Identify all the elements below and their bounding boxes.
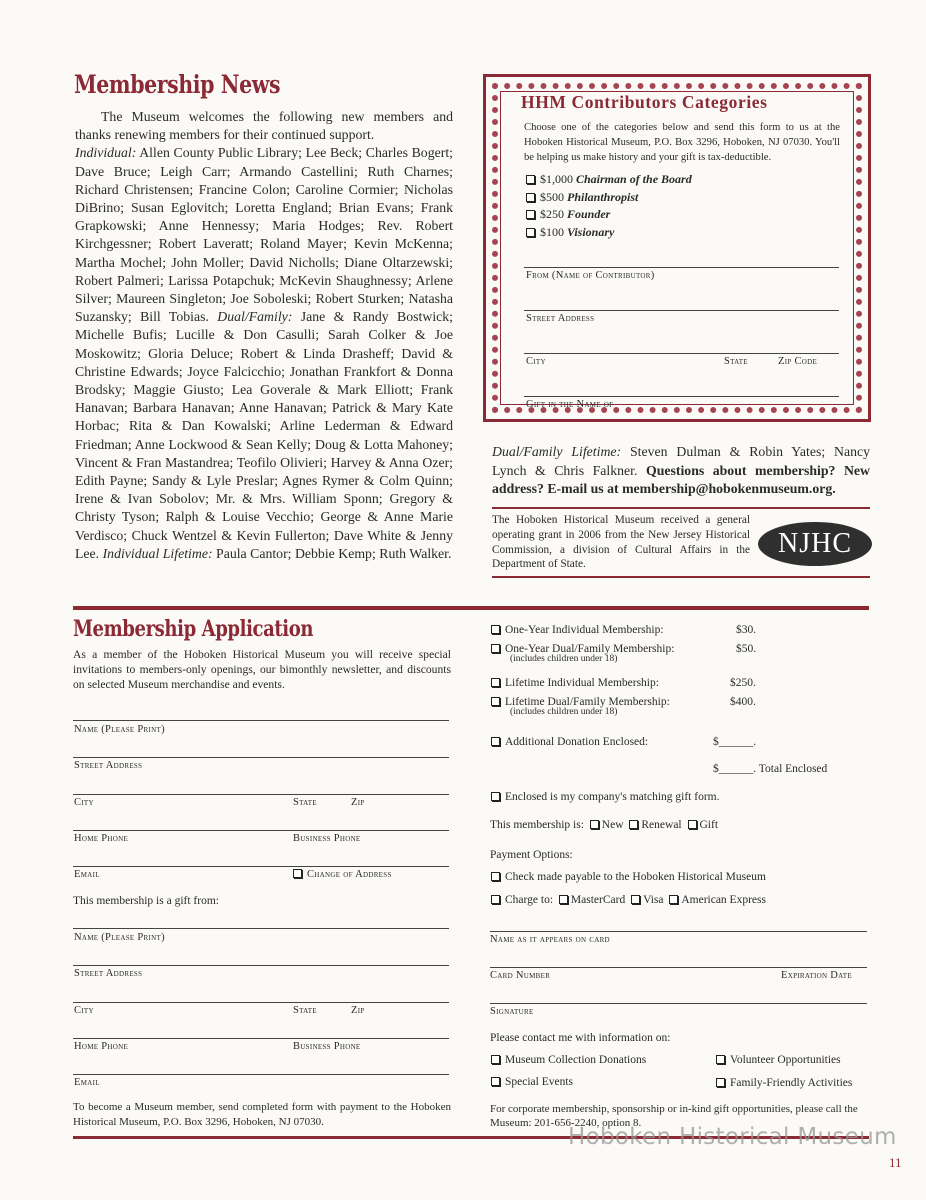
special-events-label: Special Events bbox=[505, 1076, 574, 1088]
gift-email-line[interactable] bbox=[73, 1074, 449, 1075]
njhc-logo: NJHC bbox=[758, 522, 872, 566]
checkbox-icon[interactable] bbox=[526, 228, 535, 237]
signature-label: Signature bbox=[490, 1006, 534, 1017]
category-amount: $250 bbox=[540, 207, 564, 221]
category-option[interactable] bbox=[526, 225, 614, 240]
city-label: City bbox=[526, 356, 546, 367]
gift-label: Gift in the Name of bbox=[526, 399, 614, 410]
checkbox-icon[interactable] bbox=[590, 820, 599, 829]
gift-city-line[interactable] bbox=[73, 1002, 449, 1003]
gift-from-label: This membership is a gift from: bbox=[73, 895, 219, 907]
card-number-label: Card Number bbox=[490, 970, 551, 981]
city-label: City bbox=[74, 797, 94, 808]
checkbox-icon[interactable] bbox=[491, 792, 500, 801]
checkbox-icon[interactable] bbox=[631, 895, 640, 904]
street-line[interactable] bbox=[524, 310, 839, 311]
checkbox-icon[interactable] bbox=[491, 1077, 500, 1086]
volunteer-label: Volunteer Opportunities bbox=[730, 1054, 841, 1066]
membership-type-row bbox=[490, 819, 718, 831]
mastercard-option[interactable]: MasterCard bbox=[570, 894, 626, 906]
zip-label: Zip Code bbox=[778, 356, 818, 367]
membership-question: Questions about membership? New address? E-mail us at membership@hobokenmuseum.org. bbox=[492, 462, 871, 496]
total-enclosed[interactable]: $______. Total Enclosed bbox=[713, 763, 828, 775]
application-heading: Membership Application bbox=[73, 616, 314, 642]
checkbox-icon[interactable] bbox=[526, 175, 535, 184]
change-address-label: Change of Address bbox=[307, 869, 392, 880]
gift-business-phone-label: Business Phone bbox=[293, 1041, 361, 1052]
dual-names: Jane & Randy Bostwick; Michelle Bufis; Lucille & Don Casulli; Sarah Colker & Joe Moskowitz; Gloria Deluce; Robert & Linda Drasheff; David & Christine Edwards; Joyce Falcicchio; Jonathan Frankfort & Donna Brodsky; Maggie Giusto; Lea Goverale & Mark Elliott; Frank Hanavan; Barbara Hanavan; Anne Hanavan; Patrick & Mary Kate Horbac; Rita & Dan Kowalski; Arline Lederman & Edward Friedman; Anne Lockwood & Sean Kelly; Doug & Lotta Mahoney; Vincent & Fran Mastandrea; Teofilo Olivieri; Harvey & Anna Ozer; Edith Payne; Sandy & Lyle Preslar; Agnes Rymer & Colm Quinn; Irene & Ivan Sobolov; Mr. & Mrs. William Sponn; Gregory & Christy Tyson; Ralph & Louise Vecchio; George & Anne Marie Verdisco; Chuck Wentzel & Kevin Fullerton; Dave White & Jenny Lee. bbox=[75, 309, 454, 561]
membership-option[interactable] bbox=[491, 696, 670, 717]
checkbox-icon[interactable] bbox=[491, 678, 500, 687]
gift-option[interactable]: Gift bbox=[699, 819, 719, 831]
category-name: Chairman of the Board bbox=[576, 172, 692, 186]
category-name: Founder bbox=[567, 207, 611, 221]
card-number-line[interactable] bbox=[490, 967, 867, 968]
membership-option-note: (includes children under 18) bbox=[510, 654, 618, 664]
dual-lifetime-label: Dual/Family Lifetime: bbox=[492, 444, 622, 459]
membership-price: $50. bbox=[736, 643, 757, 655]
checkbox-icon[interactable] bbox=[688, 820, 697, 829]
individual-names: Allen County Public Library; Lee Beck; Charles Bogert; Dave Bruce; Leigh Carr; Armando Castellini; Ruth Charnes; Richard Christensen; Francine Colon; Caroline Cormier; Nicholas DiBrino; Susan Eglovitch; Loretta England; Brian Evans; Frank Grapkowski; Anne Hennessy; Maria Hodges; Rev. Robert Kirchgessner; Robert Laveratt; Roland Mayer; Kevin McKenna; Martha Mochel; John Moller; David Nicholls; Diane Oltarzewski; Robert Palmeri; Larissa Potapchuk; McKevin Shaughnessy; Arlene Silver; Maureen Singleton; Joe Soboleski; Robert Sturken; Natasha Suzansky; Bill Tobias. bbox=[75, 145, 453, 325]
contributors-intro: Choose one of the categories below and send this form to us at the Hoboken Historical Museum, P.O. Box 3296, Hoboken, NJ 07030. You'll be helping us make history and your gift is tax-deductible. bbox=[524, 122, 840, 163]
checkbox-icon[interactable] bbox=[526, 193, 535, 202]
membership-price: $250. bbox=[730, 677, 756, 689]
application-intro: As a member of the Hoboken Historical Museum you will receive special invitations to members-only openings, our bimonthly newsletter, and discounts on selected Museum merchandise and events. bbox=[73, 648, 451, 691]
news-heading: Membership News bbox=[74, 70, 281, 99]
checkbox-icon[interactable] bbox=[491, 872, 500, 881]
card-name-label: Name as it appears on card bbox=[490, 934, 610, 945]
lifetime-names: Paula Cantor; Debbie Kemp; Ruth Walker. bbox=[216, 545, 452, 561]
volunteer-option[interactable] bbox=[716, 1054, 841, 1066]
phone-line[interactable] bbox=[73, 830, 449, 831]
street-label: Street Address bbox=[526, 313, 595, 324]
category-name: Philanthropist bbox=[567, 190, 639, 204]
membership-option-note: (includes children under 18) bbox=[510, 707, 618, 717]
news-body bbox=[75, 108, 453, 563]
check-label: Check made payable to the Hoboken Historical Museum bbox=[505, 871, 766, 883]
email-label: Email bbox=[74, 869, 100, 880]
gift-street-label: Street Address bbox=[74, 968, 143, 979]
name-label: Name (Please Print) bbox=[74, 724, 165, 735]
city-line[interactable] bbox=[524, 353, 839, 354]
family-option[interactable] bbox=[716, 1077, 852, 1089]
category-name: Visionary bbox=[567, 225, 615, 239]
gift-name-label: Name (Please Print) bbox=[74, 932, 165, 943]
application-footer: To become a Museum member, send completed form with payment to the Hoboken Historical Museum, P.O. Box 3296, Hoboken, NJ 07030. bbox=[73, 1101, 451, 1128]
business-phone-label: Business Phone bbox=[293, 833, 361, 844]
membership-type-label: This membership is: bbox=[490, 819, 584, 831]
category-option[interactable] bbox=[526, 172, 692, 187]
checkbox-icon[interactable] bbox=[716, 1078, 725, 1087]
gift-state-label: State bbox=[293, 1005, 317, 1016]
checkbox-icon[interactable] bbox=[629, 820, 638, 829]
donation-label: Additional Donation Enclosed: bbox=[505, 736, 649, 748]
membership-option-label: Lifetime Dual/Family Membership: bbox=[505, 696, 670, 708]
change-address-option[interactable] bbox=[293, 869, 392, 880]
checkbox-icon[interactable] bbox=[491, 625, 500, 634]
news-lead: The Museum welcomes the following new members and thanks renewing members for their continued support. bbox=[75, 109, 453, 143]
grant-text: The Hoboken Historical Museum received a general operating grant in 2006 from the New Jersey Historical Commission, a division of Cultural Affairs in the Department of State. bbox=[492, 514, 750, 571]
membership-option-label: One-Year Individual Membership: bbox=[505, 624, 664, 636]
gift-city-label: City bbox=[74, 1005, 94, 1016]
membership-option-label: Lifetime Individual Membership: bbox=[505, 677, 659, 689]
state-label: State bbox=[724, 356, 748, 367]
membership-option-label: One-Year Dual/Family Membership: bbox=[505, 643, 675, 655]
email-line[interactable] bbox=[73, 866, 449, 867]
checkbox-icon[interactable] bbox=[526, 210, 535, 219]
name-line[interactable] bbox=[73, 720, 449, 721]
checkbox-icon[interactable] bbox=[559, 895, 568, 904]
category-amount: $1,000 bbox=[540, 172, 573, 186]
signature-line[interactable] bbox=[490, 1003, 867, 1004]
gift-name-line[interactable] bbox=[73, 928, 449, 929]
matching-gift-option[interactable] bbox=[491, 791, 719, 803]
membership-option[interactable] bbox=[491, 624, 664, 636]
new-option[interactable]: New bbox=[601, 819, 624, 831]
category-amount: $500 bbox=[540, 190, 564, 204]
lifetime-label: Individual Lifetime: bbox=[102, 545, 213, 561]
visa-option[interactable]: Visa bbox=[643, 894, 664, 906]
dual-label: Dual/Family: bbox=[217, 309, 293, 325]
category-option[interactable] bbox=[526, 207, 610, 222]
corporate-note: For corporate membership, sponsorship or in-kind gift opportunities, please call the Museum: 201-656-2240, option 8. bbox=[490, 1103, 858, 1129]
donation-option[interactable] bbox=[491, 736, 648, 748]
charge-to-label: Charge to: bbox=[505, 894, 554, 906]
gift-phone-line[interactable] bbox=[73, 1038, 449, 1039]
expiration-label: Expiration Date bbox=[781, 970, 852, 981]
contact-label: Please contact me with information on: bbox=[490, 1032, 671, 1044]
home-phone-label: Home Phone bbox=[74, 833, 129, 844]
gift-line[interactable] bbox=[524, 396, 839, 397]
collection-option[interactable] bbox=[491, 1054, 646, 1066]
divider bbox=[492, 507, 870, 509]
page-number: 11 bbox=[889, 1155, 902, 1170]
donation-amount[interactable]: $______. bbox=[713, 736, 757, 748]
amex-option[interactable]: American Express bbox=[681, 894, 766, 906]
membership-price: $400. bbox=[730, 696, 756, 708]
checkbox-icon[interactable] bbox=[293, 869, 302, 878]
collection-label: Museum Collection Donations bbox=[505, 1054, 647, 1066]
checkbox-icon[interactable] bbox=[491, 737, 500, 746]
check-option[interactable] bbox=[491, 871, 766, 883]
checkbox-icon[interactable] bbox=[716, 1055, 725, 1064]
dual-lifetime-names: Steven Dulman & Robin Yates; Nancy Lynch & Chris Falkner. bbox=[492, 444, 870, 478]
gift-email-label: Email bbox=[74, 1077, 100, 1088]
membership-option[interactable] bbox=[491, 643, 674, 664]
membership-price: $30. bbox=[736, 624, 757, 636]
section-separator bbox=[73, 606, 869, 610]
payment-options-label: Payment Options: bbox=[490, 849, 573, 861]
watermark: Hoboken Historical Museum bbox=[568, 1124, 897, 1150]
charge-row bbox=[491, 894, 766, 906]
zip-label: Zip bbox=[351, 797, 365, 808]
individual-label: Individual: bbox=[75, 145, 137, 161]
renewal-option[interactable]: Renewal bbox=[641, 819, 682, 831]
family-label: Family-Friendly Activities bbox=[730, 1077, 853, 1089]
membership-option[interactable] bbox=[491, 677, 659, 689]
category-amount: $100 bbox=[540, 225, 564, 239]
gift-home-phone-label: Home Phone bbox=[74, 1041, 129, 1052]
city-line[interactable] bbox=[73, 794, 449, 795]
dual-lifetime-text bbox=[492, 443, 870, 499]
checkbox-icon[interactable] bbox=[491, 1055, 500, 1064]
gift-street-line[interactable] bbox=[73, 965, 449, 966]
special-events-option[interactable] bbox=[491, 1076, 573, 1088]
checkbox-icon[interactable] bbox=[491, 895, 500, 904]
street-label: Street Address bbox=[74, 760, 143, 771]
state-label: State bbox=[293, 797, 317, 808]
contributors-title: HHM Contributors Categories bbox=[521, 92, 768, 112]
card-name-line[interactable] bbox=[490, 931, 867, 932]
gift-zip-label: Zip bbox=[351, 1005, 365, 1016]
matching-gift-label: Enclosed is my company's matching gift form. bbox=[505, 791, 720, 803]
checkbox-icon[interactable] bbox=[491, 697, 500, 706]
from-line[interactable] bbox=[524, 267, 839, 268]
category-option[interactable] bbox=[526, 190, 638, 205]
street-line[interactable] bbox=[73, 757, 449, 758]
checkbox-icon[interactable] bbox=[669, 895, 678, 904]
divider bbox=[492, 576, 870, 578]
from-label: From (Name of Contributor) bbox=[526, 270, 655, 281]
checkbox-icon[interactable] bbox=[491, 644, 500, 653]
